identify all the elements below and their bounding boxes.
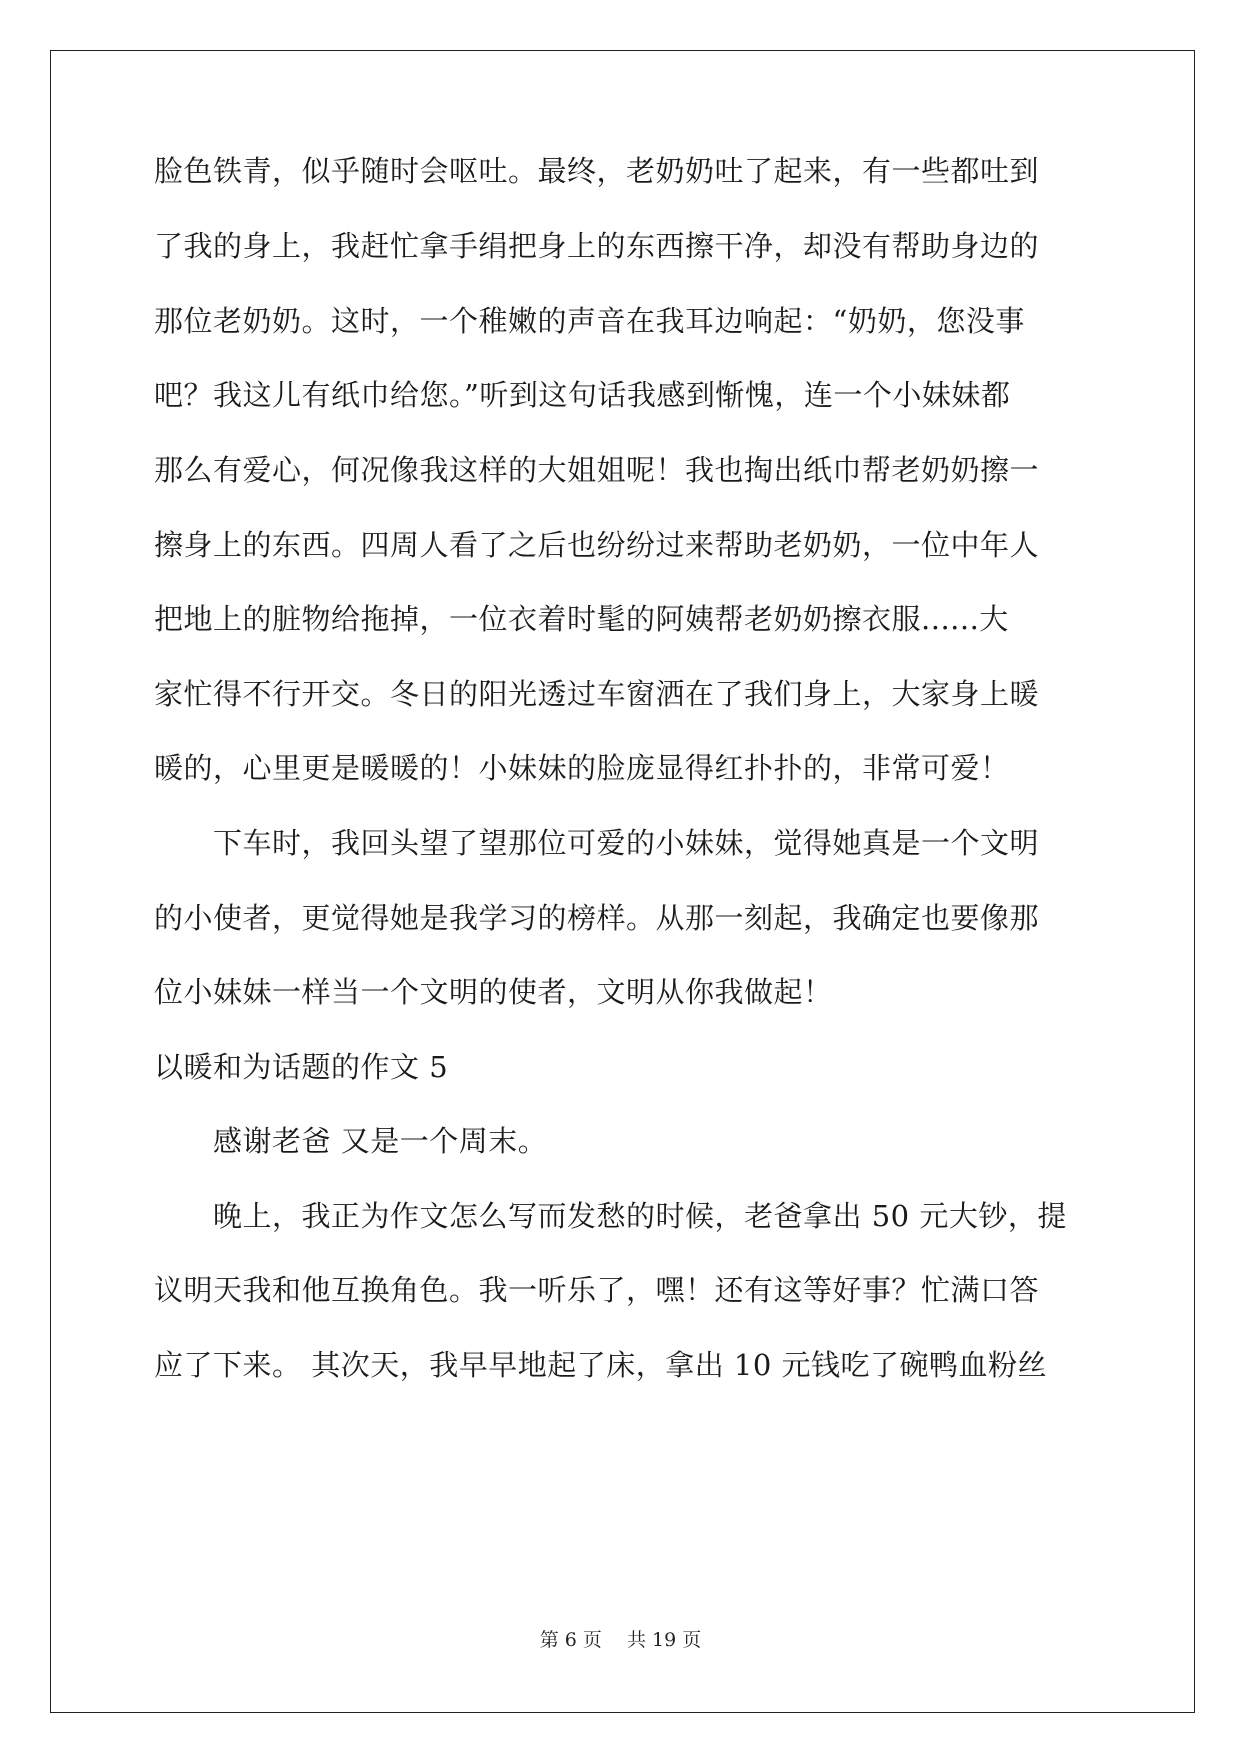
body-line-11: 的小使者，更觉得她是我学习的榜样。从那一刻起，我确定也要像那 [154,901,1040,935]
body-line-2: 了我的身上，我赶忙拿手绢把身上的东西擦干净，却没有帮助身边的 [154,229,1040,263]
body-line-12: 位小妹妹一样当一个文明的使者，文明从你我做起！ [154,975,833,1009]
page-footer: 第 6 页 共 19 页 [539,1629,702,1651]
body-line-6: 擦身上的东西。四周人看了之后也纷纷过来帮助老奶奶，一位中年人 [154,528,1040,562]
body-line-3: 那位老奶奶。这时，一个稚嫩的声音在我耳边响起：“奶奶，您没事 [154,304,1025,338]
body-line-14: 感谢老爸 又是一个周末。 [154,1124,548,1158]
body-line-9: 暖的，心里更是暖暖的！小妹妹的脸庞显得红扑扑的，非常可爱！ [154,751,1010,785]
body-line-17: 应了下来。 其次天，我早早地起了床，拿出 10 元钱吃了碗鸭血粉丝 [154,1348,1048,1382]
body-line-16: 议明天我和他互换角色。我一听乐了，嘿！还有这等好事？忙满口答 [154,1273,1040,1307]
page-border [50,50,1195,1713]
body-line-10: 下车时，我回头望了望那位可爱的小妹妹，觉得她真是一个文明 [154,826,1040,860]
body-line-8: 家忙得不行开交。冬日的阳光透过车窗洒在了我们身上，大家身上暖 [154,677,1040,711]
section-heading: 以暖和为话题的作文 5 [154,1050,449,1084]
body-line-15: 晚上，我正为作文怎么写而发愁的时候，老爸拿出 50 元大钞，提 [154,1199,1067,1233]
body-line-5: 那么有爱心，何况像我这样的大姐姐呢！我也掏出纸巾帮老奶奶擦一 [154,453,1040,487]
body-line-7: 把地上的脏物给拖掉，一位衣着时髦的阿姨帮老奶奶擦衣服......大 [154,602,1009,636]
body-line-1: 脸色铁青，似乎随时会呕吐。最终，老奶奶吐了起来，有一些都吐到 [154,154,1040,188]
body-line-4: 吧？我这儿有纸巾给您。”听到这句话我感到惭愧，连一个小妹妹都 [154,378,1011,412]
